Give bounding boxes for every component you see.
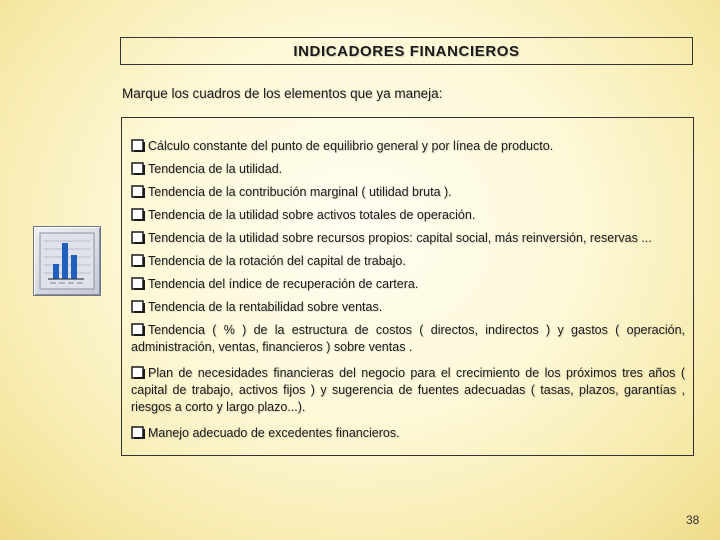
- checkbox-bullet-icon[interactable]: [131, 323, 145, 336]
- checklist-item: [131, 207, 685, 224]
- checklist-item-label: Cálculo constante del punto de equilibrio general y por línea de producto.: [148, 139, 554, 153]
- checkbox-bullet-icon[interactable]: [131, 277, 145, 290]
- checkbox-bullet-icon[interactable]: [131, 185, 145, 198]
- instruction-text: Marque los cuadros de los elementos que ya maneja:: [122, 86, 443, 101]
- title-box: [120, 37, 693, 65]
- checklist-item-label: Plan de necesidades financieras del negocio para el crecimiento de los próximos tres años ( capital de trabajo, activos fijos ) y sugerencia de fuentes adecuadas ( tasas, plazos, garantías , riesgos a corto y largo plazo...).: [131, 366, 685, 414]
- checklist-box: [121, 117, 694, 456]
- checklist-item-label: Tendencia de la utilidad sobre activos totales de operación.: [148, 208, 476, 222]
- checklist-item-label: Tendencia de la rotación del capital de trabajo.: [148, 254, 406, 268]
- checkbox-bullet-icon[interactable]: [131, 254, 145, 267]
- bar-chart-icon: [33, 226, 101, 296]
- checklist-item: [131, 276, 685, 293]
- checkbox-bullet-icon[interactable]: [131, 162, 145, 175]
- checkbox-bullet-icon[interactable]: [131, 426, 145, 439]
- checklist-item: [131, 138, 685, 155]
- checklist-item: [131, 299, 685, 316]
- checkbox-bullet-icon[interactable]: [131, 139, 145, 152]
- checklist-item: [131, 322, 685, 356]
- page-title: INDICADORES FINANCIEROS: [293, 42, 520, 60]
- checkbox-bullet-icon[interactable]: [131, 300, 145, 313]
- checkbox-bullet-icon[interactable]: [131, 366, 145, 379]
- checklist-item-label: Tendencia de la rentabilidad sobre ventas.: [148, 300, 383, 314]
- checklist-item-label: Manejo adecuado de excedentes financieros.: [148, 426, 400, 440]
- checklist-item: [131, 365, 685, 416]
- checklist-item: [131, 184, 685, 201]
- checklist-item: [131, 425, 685, 442]
- checklist-item-label: Tendencia del índice de recuperación de cartera.: [148, 277, 419, 291]
- checklist-item: [131, 230, 685, 247]
- checkbox-bullet-icon[interactable]: [131, 231, 145, 244]
- checklist-item-label: Tendencia de la utilidad sobre recursos propios: capital social, más reinversión, reservas ...: [148, 231, 652, 245]
- checklist-item-label: Tendencia de la contribución marginal ( utilidad bruta ).: [148, 185, 452, 199]
- checklist-item-label: Tendencia ( % ) de la estructura de costos ( directos, indirectos ) y gastos ( operación, administración, ventas, financieros ) sobre ventas .: [131, 323, 685, 354]
- checklist-item-label: Tendencia de la utilidad.: [148, 162, 283, 176]
- checklist-item: [131, 161, 685, 178]
- checkbox-bullet-icon[interactable]: [131, 208, 145, 221]
- page-number: 38: [686, 513, 700, 527]
- checklist-item: [131, 253, 685, 270]
